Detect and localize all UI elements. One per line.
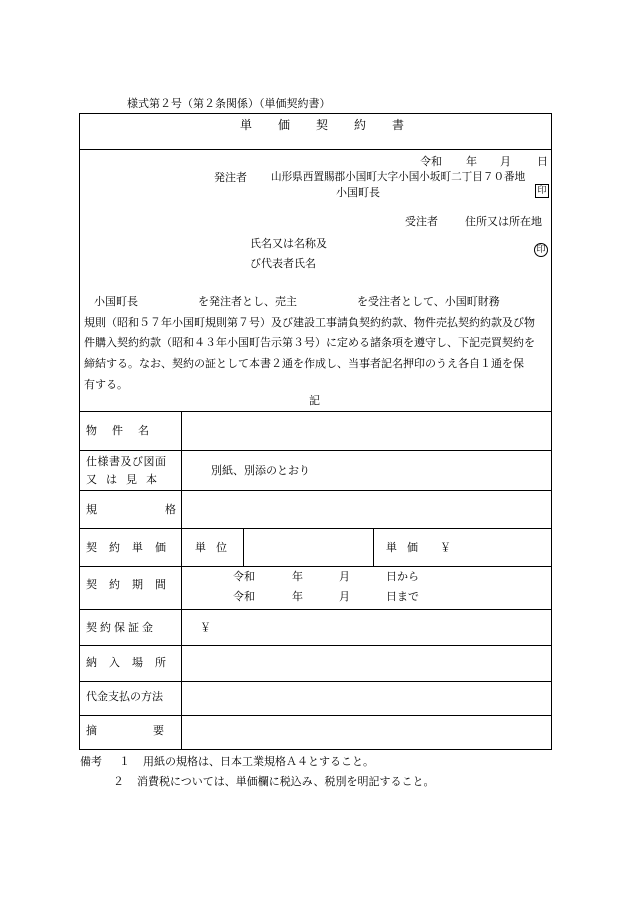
row-spec-value: 別紙、別添のとおり <box>211 464 310 477</box>
contractor-name-label-2: び代表者氏名 <box>250 257 316 270</box>
orderer-address: 山形県西置賜郡小国町大字小国小坂町二丁目７０番地 <box>271 171 526 183</box>
unit-price-yen: ￥ <box>440 541 451 554</box>
contractor-name-label-1: 氏名又は名称及 <box>250 237 327 250</box>
unit-divider-1 <box>243 528 244 566</box>
note-2-number: ２ <box>113 775 124 788</box>
rule-title <box>80 149 551 150</box>
orderer-name: 小国町長 <box>336 186 380 199</box>
period-to-era: 令和 <box>233 590 255 603</box>
period-from-day: 日から <box>386 570 419 583</box>
body-seller: を発注者とし、売主 <box>198 295 297 308</box>
notes-label: 備考 <box>80 755 102 768</box>
body-line-3: 件購入契約約款（昭和４３年小国町告示第３号）に定める諸条項を遵守し、下記売買契約を <box>84 336 535 350</box>
guarantee-yen: ￥ <box>200 621 211 634</box>
unit-divider-2 <box>373 528 374 566</box>
note-2 <box>113 773 434 789</box>
note-1 <box>80 753 374 769</box>
rule-row7 <box>80 681 551 682</box>
rule-row1 <box>80 450 551 451</box>
document-title: 単価契約書 <box>240 118 431 132</box>
date-day: 日 <box>537 155 548 168</box>
row-standard-label: 規格 <box>86 503 244 516</box>
note-2-text: 消費税については、単価欄に税込み、税別を明記すること。 <box>137 775 435 788</box>
body-line-5: 有する。 <box>84 377 128 391</box>
row-unit-price-label: 契約単価 <box>86 541 178 554</box>
period-to-day: 日まで <box>386 590 419 603</box>
body-line-4: 締結する。なお、契約の証として本書２通を作成し、当事者記名押印のうえ各自１通を保 <box>84 357 524 371</box>
note-1-text: 用紙の規格は、日本工業規格Ａ４とすること。 <box>143 755 374 768</box>
unit-label: 単位 <box>195 541 237 554</box>
body-contractor: を受注者として、小国町財務 <box>357 295 500 308</box>
note-1-number: １ <box>119 755 130 768</box>
row-spec-label-2: 又は見本 <box>86 473 166 486</box>
contractor-address-label: 住所又は所在地 <box>465 215 542 228</box>
period-from-year: 年 <box>292 570 303 583</box>
date-era: 令和 <box>420 155 442 168</box>
period-to-year: 年 <box>292 590 303 603</box>
label-column-divider <box>181 411 182 750</box>
rule-row5 <box>80 609 551 610</box>
rule-row2 <box>80 490 551 491</box>
orderer-label: 発注者 <box>214 171 247 184</box>
rule-row8 <box>80 715 551 716</box>
date-year: 年 <box>466 155 477 168</box>
period-to-month: 月 <box>339 590 350 603</box>
rule-row6 <box>80 645 551 646</box>
row-item-label: 物件名 <box>86 424 164 437</box>
rule-row4 <box>80 566 551 567</box>
row-spec-label-1: 仕様書及び図面 <box>86 455 167 468</box>
ki-heading: 記 <box>309 394 320 407</box>
form-label: 様式第２号（第２条関係）（単価契約書） <box>127 97 331 110</box>
rule-row3 <box>80 528 551 529</box>
date-month: 月 <box>500 155 511 168</box>
row-delivery-label: 納入場所 <box>86 656 178 669</box>
orderer-seal: 印 <box>535 184 549 198</box>
unit-price-sub-label: 単価 <box>386 541 428 554</box>
row-payment-label: 代金支払の方法 <box>86 690 163 703</box>
body-line-2: 規則（昭和５７年小国町規則第７号）及び建設工事請負契約約款、物件売払契約約款及び物 <box>84 315 535 329</box>
period-from-era: 令和 <box>233 570 255 583</box>
contractor-seal: 印 <box>534 243 548 257</box>
rule-body <box>80 411 551 412</box>
contractor-label: 受注者 <box>405 215 438 228</box>
contract-body <box>84 292 550 396</box>
body-mayor: 小国町長 <box>94 295 138 308</box>
row-guarantee-label: 契約保証金 <box>86 621 156 634</box>
period-from-month: 月 <box>339 570 350 583</box>
row-summary-label: 摘要 <box>86 724 220 737</box>
row-period-label: 契約期間 <box>86 578 178 591</box>
